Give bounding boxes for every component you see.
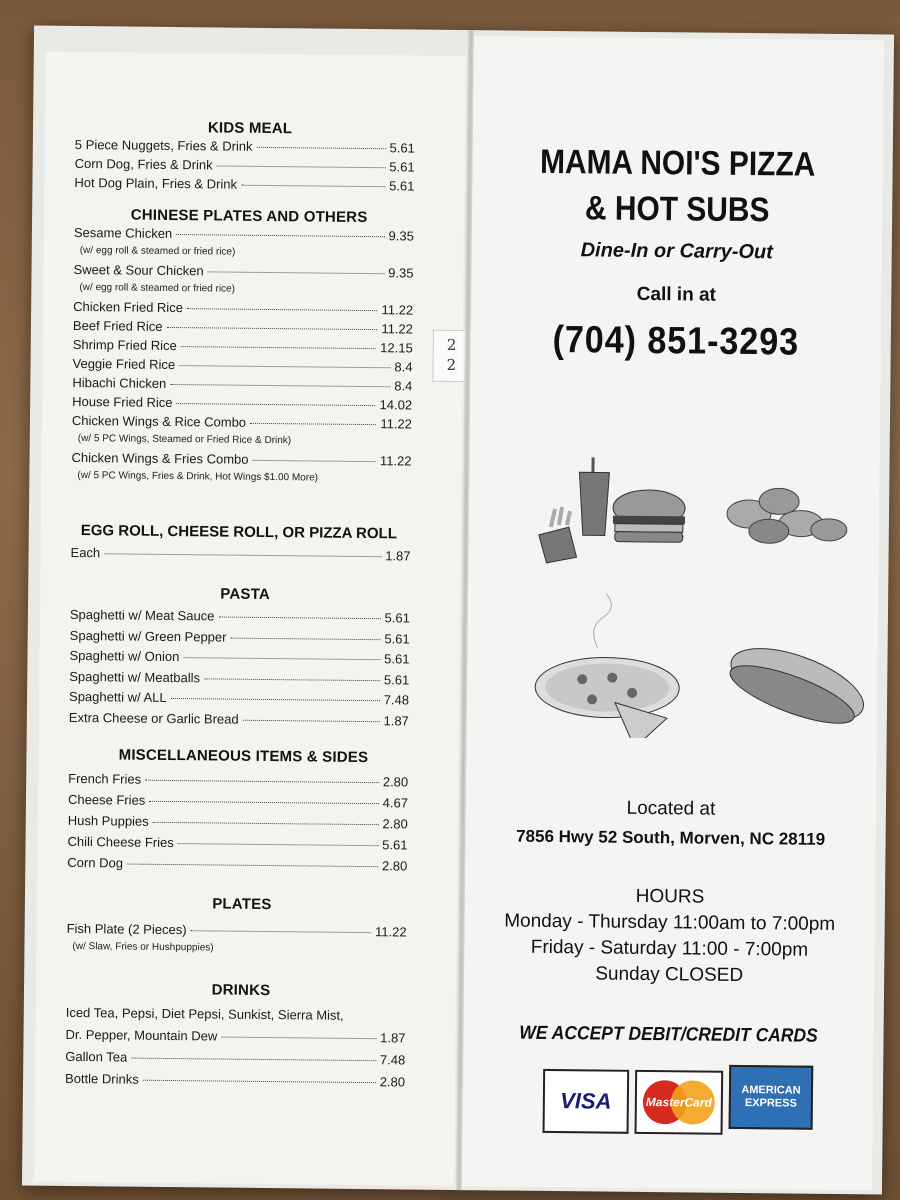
section-pasta <box>39 584 450 732</box>
menu-item: Shrimp Fried Rice 12.15 <box>72 336 413 356</box>
item-note: (w/ 5 PC Wings, Fries & Drink, Hot Wings $1.00 More) <box>77 470 319 484</box>
menu-item: Fish Plate (2 Pieces) 11.22 <box>66 920 407 940</box>
address: 7856 Hwy 52 South, Morven, NC 28119 <box>516 826 826 849</box>
menu-sheet <box>22 26 894 1195</box>
menu-item: Spaghetti w/ Meat Sauce 5.61 <box>69 606 410 626</box>
menu-item: House Fried Rice 14.02 <box>72 393 413 413</box>
hours-label: HOURS <box>635 885 705 908</box>
section-title: PASTA <box>220 585 271 604</box>
visa-card-logo: VISA <box>543 1069 630 1134</box>
amex-card-logo: AMERICAN EXPRESS <box>729 1065 814 1130</box>
menu-item: Corn Dog, Fries & Drink 5.61 <box>74 155 415 175</box>
item-note: (w/ Slaw, Fries or Hushpuppies) <box>72 940 214 954</box>
menu-item: Corn Dog 2.80 <box>67 854 408 874</box>
phone-number: (704) 851-3293 <box>552 318 800 364</box>
menu-item: Sesame Chicken 9.35 <box>73 224 414 244</box>
menu-item: Extra Cheese or Garlic Bread 1.87 <box>68 709 409 728</box>
sub-sandwich-icon <box>721 634 870 736</box>
hours-weekend: Friday - Saturday 11:00 - 7:00pm <box>530 936 809 961</box>
menu-item: Beef Fried Rice 11.22 <box>72 317 414 337</box>
handwritten-digit: 2 <box>446 355 457 374</box>
item-note: (w/ egg roll & steamed or fried rice) <box>79 245 236 258</box>
menu-item: Veggie Fried Rice 8.4 <box>72 355 413 375</box>
menu-item: Bottle Drinks 2.80 <box>64 1070 406 1090</box>
menu-item: Spaghetti w/ Green Pepper 5.61 <box>69 627 410 646</box>
section-title: KIDS MEAL <box>207 119 293 138</box>
menu-item: Chicken Wings & Fries Combo 11.22 <box>71 449 412 469</box>
section-misc-sides <box>37 746 448 878</box>
hours-sunday: Sunday CLOSED <box>595 963 744 987</box>
section-drinks <box>35 980 446 1095</box>
hours-weekday: Monday - Thursday 11:00am to 7:00pm <box>504 910 836 935</box>
section-title: DRINKS <box>211 981 271 1000</box>
section-title: PLATES <box>212 895 272 914</box>
section-egg-roll <box>40 522 450 566</box>
payment-notice: WE ACCEPT DEBIT/CREDIT CARDS <box>519 1022 818 1047</box>
left-panel <box>34 52 466 1186</box>
menu-item: Each 1.87 <box>70 544 411 564</box>
section-plates <box>36 894 447 960</box>
section-kids-meal <box>44 118 455 196</box>
menu-item: Chicken Fried Rice 11.22 <box>73 298 414 318</box>
pizza-icon <box>535 593 681 740</box>
menu-item: French Fries 2.80 <box>68 770 409 790</box>
menu-item: Hibachi Chicken 8.4 <box>72 374 413 394</box>
menu-item: Spaghetti w/ ALL 7.48 <box>68 688 410 708</box>
fries-icon <box>538 507 577 563</box>
located-label: Located at <box>626 797 716 820</box>
chicken-wings-icon <box>727 488 848 544</box>
handwritten-digit: 2 <box>446 335 457 354</box>
item-note: (w/ 5 PC Wings, Steamed or Fried Rice & Drink) <box>77 433 292 447</box>
section-chinese-plates <box>41 206 457 489</box>
menu-item: Sweet & Sour Chicken 9.35 <box>73 261 414 281</box>
food-illustrations <box>527 417 870 741</box>
menu-item: Gallon Tea 7.48 <box>65 1048 406 1068</box>
right-panel <box>462 36 884 1190</box>
item-note: (w/ egg roll & steamed or fried rice) <box>79 282 236 295</box>
menu-item: Hot Dog Plain, Fries & Drink 5.61 <box>74 174 415 194</box>
section-title: MISCELLANEOUS ITEMS & SIDES <box>118 746 369 767</box>
section-title: CHINESE PLATES AND OTHERS <box>130 206 368 227</box>
section-title: EGG ROLL, CHEESE ROLL, OR PIZZA ROLL <box>80 522 398 543</box>
call-in-label: Call in at <box>636 283 717 306</box>
drinks-list-line: Iced Tea, Pepsi, Diet Pepsi, Sunkist, Sierra Mist, <box>65 1004 344 1023</box>
menu-item: 5 Piece Nuggets, Fries & Drink 5.61 <box>74 136 415 156</box>
restaurant-name-line2: & HOT SUBS <box>584 189 770 230</box>
menu-item: Chicken Wings & Rice Combo 11.22 <box>71 412 413 432</box>
menu-item: Dr. Pepper, Mountain Dew 1.87 <box>65 1026 406 1046</box>
menu-item: Chili Cheese Fries 5.61 <box>67 833 408 853</box>
service-subtitle: Dine-In or Carry-Out <box>580 239 774 264</box>
drink-cup-icon <box>579 457 610 535</box>
menu-item: Cheese Fries 4.67 <box>67 791 409 811</box>
mastercard-logo: MasterCard <box>635 1070 724 1135</box>
menu-item: Hush Puppies 2.80 <box>67 812 408 832</box>
restaurant-name-line1: MAMA NOI'S PIZZA <box>539 142 816 184</box>
menu-item: Spaghetti w/ Meatballs 5.61 <box>69 668 410 687</box>
menu-item: Spaghetti w/ Onion 5.61 <box>69 647 410 667</box>
burger-icon <box>613 490 686 543</box>
